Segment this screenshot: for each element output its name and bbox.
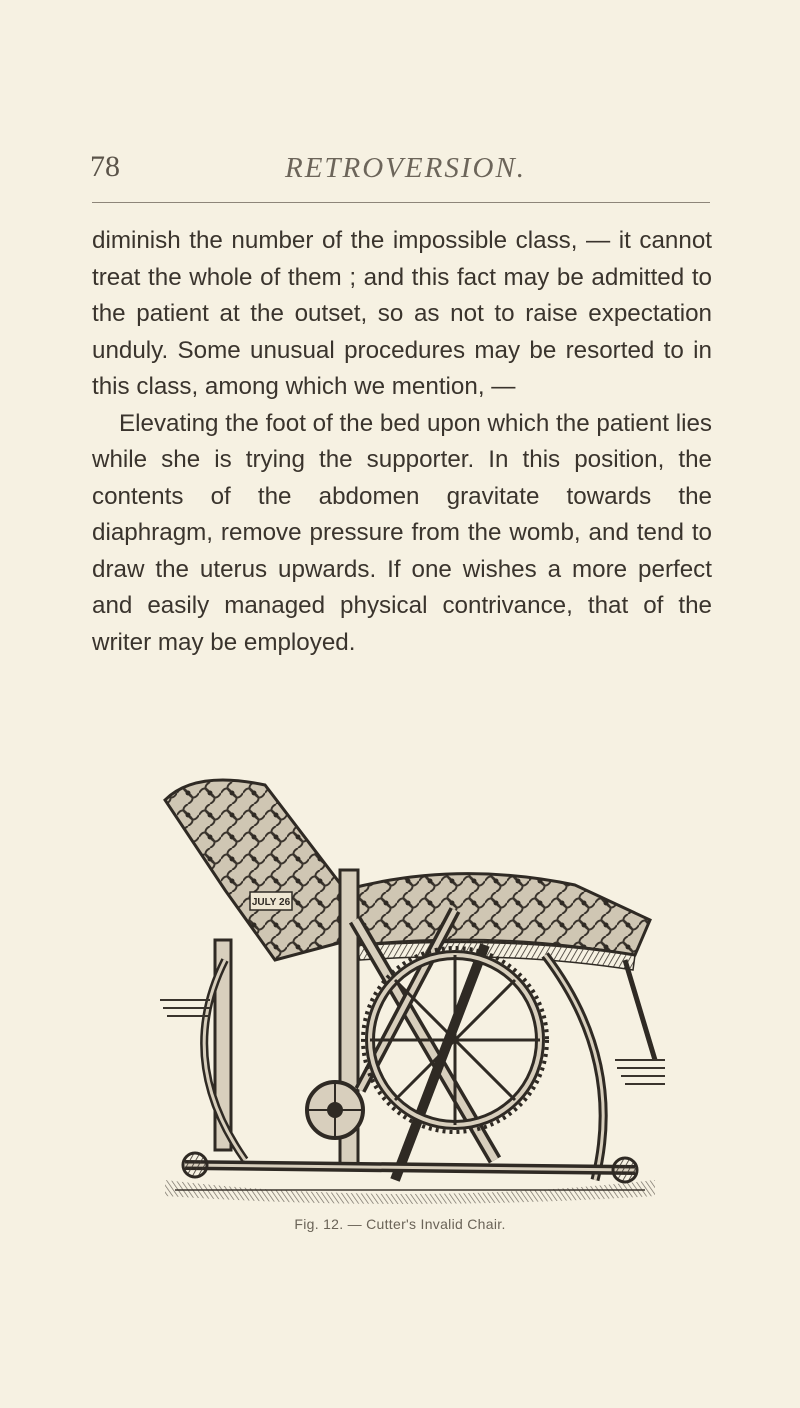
right-leg [545, 955, 603, 1180]
footrest-support [625, 960, 655, 1060]
crank-wheel [307, 1082, 363, 1138]
cross-brace-3 [395, 945, 485, 1180]
running-head [90, 150, 710, 190]
running-title: RETROVERSION. [285, 152, 527, 184]
invalid-chair-engraving [155, 760, 670, 1205]
header-rule [92, 202, 710, 203]
patent-plate-text: JULY 26 [251, 897, 291, 908]
paragraph-1: diminish the number of the impossible class, — it cannot treat the whole of them ; and this fact may be admitted to the patient at the outset, so as not to raise expectation unduly. Some unusual procedures may be resorted to in this class, among which we mention, — [92, 227, 712, 400]
page-number: 78 [90, 150, 120, 183]
paragraph-2: Elevating the foot of the bed upon which the patient lies while she is trying the supporter. In this position, the contents of the abdomen gravitate towards the diaphragm, remove pressure from the womb, and tend to draw the uterus upwards. If one wishes a more perfect and easily managed physical contrivance, that of the writer may be employed. [92, 409, 713, 656]
caster-left [183, 1153, 207, 1177]
body-text [92, 223, 712, 661]
invalid-chair-illustration [155, 760, 670, 1205]
floor-shadow [165, 1180, 655, 1204]
figure-caption: Fig. 12. — Cutter's Invalid Chair. [294, 1216, 506, 1232]
back-rest [165, 780, 350, 960]
caster-right [613, 1158, 637, 1182]
